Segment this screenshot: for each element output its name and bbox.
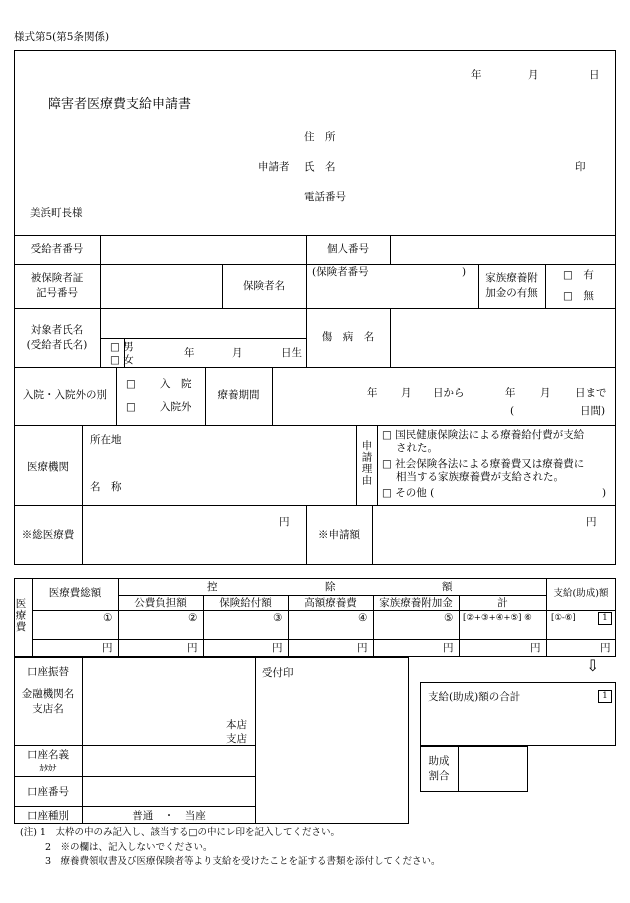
yen-1: 円 (102, 642, 113, 654)
period-label: 療養期間 (217, 389, 260, 401)
family-add-header: 家族療養附加金 (379, 597, 453, 609)
num-4: ④ (358, 612, 368, 624)
days-open: ( (510, 405, 515, 417)
num-3: ③ (273, 612, 283, 624)
yen-5: 円 (443, 642, 454, 654)
subject-name-label: 対象者氏名 (30, 324, 84, 336)
acct-name-label: 口座名義 (27, 749, 69, 761)
family-yes-checkbox[interactable]: □ 有 (563, 269, 594, 281)
reason-label: 申請理由 (360, 440, 373, 486)
acct-type-label: 口座種別 (27, 810, 69, 822)
shiten-label: 支店 (226, 733, 247, 745)
num-6: [②+③+④+⑤] ⑥ (463, 613, 532, 623)
form-id: 様式第5(第5条関係) (14, 31, 110, 43)
grid-line (14, 235, 616, 236)
highcost-header: 高額療養費 (304, 597, 357, 609)
period-from: 日から (433, 387, 465, 399)
apply-amount-label: ※申請額 (318, 529, 360, 541)
reason2-checkbox[interactable]: □ 社会保険各法による療養費又は療養費に (382, 458, 585, 470)
name-label: 氏 名 (304, 161, 336, 173)
female-checkbox[interactable]: □ 女 (110, 354, 134, 366)
grid-line (14, 505, 616, 506)
period-to: 日まで (575, 387, 607, 399)
grid-line (82, 657, 83, 824)
rate-box (420, 746, 528, 792)
apply-amount-yen: 円 (586, 516, 597, 528)
personal-no-label: 個人番号 (327, 243, 369, 255)
insurer-name-label: 保険者名 (243, 280, 285, 292)
note-1: (注) 1 太枠の中のみ記入し、該当する□の中にレ印を記入してください。 (20, 827, 340, 838)
grid-line (272, 367, 273, 426)
reason3-close: ) (602, 487, 607, 499)
outpatient-label: 入院外 (160, 401, 192, 413)
cost-side-label: 医療費 (14, 598, 27, 633)
grid-line (100, 338, 306, 339)
birth-day: 日生 (281, 347, 302, 359)
subject-name-label-2: (受給者氏名) (26, 339, 88, 351)
total-header: 医療費総額 (48, 587, 102, 599)
inst-name-label: 名 称 (90, 481, 122, 493)
num-7: [①-⑥] (551, 613, 576, 623)
addressee: 美浜町長様 (30, 207, 83, 219)
acct-no-label: 口座番号 (27, 786, 69, 798)
acct-name-kana: ｶﾀｶﾅ (39, 764, 57, 774)
rate-label-2: 割合 (428, 770, 450, 782)
received-stamp-label: 受付印 (262, 667, 294, 679)
grid-line (372, 505, 373, 565)
applicant-label: 申請者 (258, 161, 290, 173)
grid-line (356, 425, 357, 506)
deduction-char-1: 控 (207, 581, 218, 593)
yen-7: 円 (600, 642, 611, 654)
bank-frame (14, 657, 256, 824)
grid-line (14, 745, 256, 746)
rate-label: 助成 (428, 755, 450, 767)
birth-month: 月 (232, 347, 243, 359)
grid-line (478, 264, 479, 309)
fin-label-2: 支店名 (32, 703, 64, 715)
form-title: 障害者医療費支給申請書 (48, 97, 192, 112)
fin-label: 金融機関名 (21, 688, 75, 700)
inout-label: 入院・入院外の別 (23, 389, 107, 401)
grid-line (82, 425, 83, 565)
grid-line (116, 367, 117, 426)
deduction-char-3: 額 (442, 581, 453, 593)
family-label-2: 加金の有無 (485, 287, 538, 299)
date-day: 日 (589, 69, 600, 81)
insured-card-label-2: 記号番号 (36, 287, 78, 299)
grid-line (458, 746, 459, 792)
date-month: 月 (528, 69, 539, 81)
days-label: 日間) (580, 405, 606, 417)
yen-3: 円 (272, 642, 283, 654)
recipient-no-label: 受給者番号 (30, 243, 84, 255)
transfer-label: 口座振替 (27, 666, 69, 678)
seal-mark: 印 (575, 161, 586, 173)
public-header: 公費負担額 (134, 597, 187, 609)
reason3-checkbox[interactable]: □ その他 ( (382, 487, 435, 499)
grid-line (377, 425, 378, 506)
num-2: ② (188, 612, 198, 624)
honten-label: 本店 (226, 719, 247, 731)
pay-total-label: 支給(助成)額の合計 (428, 691, 521, 703)
yen-4: 円 (357, 642, 368, 654)
total-cost-label: ※総医療費 (21, 529, 75, 541)
phone-label: 電話番号 (304, 191, 346, 203)
institution-label: 医療機関 (27, 461, 69, 473)
pay-header: 支給(助成)額 (553, 588, 609, 599)
outpatient-checkbox[interactable]: □ (126, 401, 136, 413)
note-2: 2 ※の欄は、記入しないでください。 (45, 842, 213, 853)
period-month: 月 (401, 387, 412, 399)
note-3: 3 療養費領収書及び医療保険者等より支給を受けたことを証する書類を添付してください。 (45, 856, 441, 867)
pay-total-box-1: 1 (598, 690, 612, 703)
num-5: ⑤ (444, 612, 454, 624)
box-1: 1 (598, 612, 612, 625)
period-year: 年 (367, 387, 378, 399)
reason1-checkbox[interactable]: □ 国民健康保険法による療養給付費が支給 (382, 429, 585, 441)
insurer-no-close: ) (462, 266, 467, 278)
grid-line (545, 264, 546, 309)
grid-line (118, 595, 546, 596)
insured-card-label: 被保険者証 (30, 272, 84, 284)
location-label: 所在地 (90, 434, 122, 446)
grid-line (14, 776, 256, 777)
address-label: 住 所 (304, 131, 336, 143)
birth-year: 年 (184, 347, 195, 359)
deduction-char-2: 除 (325, 581, 336, 593)
grid-line (32, 610, 616, 611)
grid-line (118, 578, 119, 657)
disease-label: 傷 病 名 (321, 331, 375, 343)
period-year-2: 年 (505, 387, 516, 399)
insurance-header: 保険給付額 (219, 597, 272, 609)
reason1-text: された。 (396, 442, 438, 454)
total-cost-yen: 円 (279, 516, 290, 528)
grid-line (32, 639, 616, 640)
reason2-text: 相当する家族療養費が支給された。 (396, 471, 564, 483)
date-year: 年 (471, 69, 482, 81)
family-label: 家族療養附 (485, 272, 538, 284)
grid-line (14, 425, 616, 426)
acct-type-value[interactable]: 普通 ・ 当座 (132, 810, 206, 822)
male-checkbox[interactable]: □ 男 (110, 341, 134, 353)
period-month-2: 月 (540, 387, 551, 399)
grid-line (390, 308, 391, 368)
grid-line (390, 235, 391, 265)
sum-header: 計 (497, 597, 508, 609)
num-1: ① (103, 612, 113, 624)
down-arrow-icon: ⇩ (586, 656, 600, 675)
yen-2: 円 (187, 642, 198, 654)
inpatient-checkbox[interactable]: □ (126, 378, 136, 390)
grid-line (14, 367, 616, 368)
inpatient-label: 入 院 (160, 378, 192, 390)
yen-6: 円 (530, 642, 541, 654)
grid-line (100, 235, 101, 368)
grid-line (14, 264, 616, 265)
family-no-checkbox[interactable]: □ 無 (563, 290, 594, 302)
grid-line (14, 308, 616, 309)
insurer-no-label: (保険者番号 (312, 266, 369, 278)
grid-line (14, 806, 256, 807)
